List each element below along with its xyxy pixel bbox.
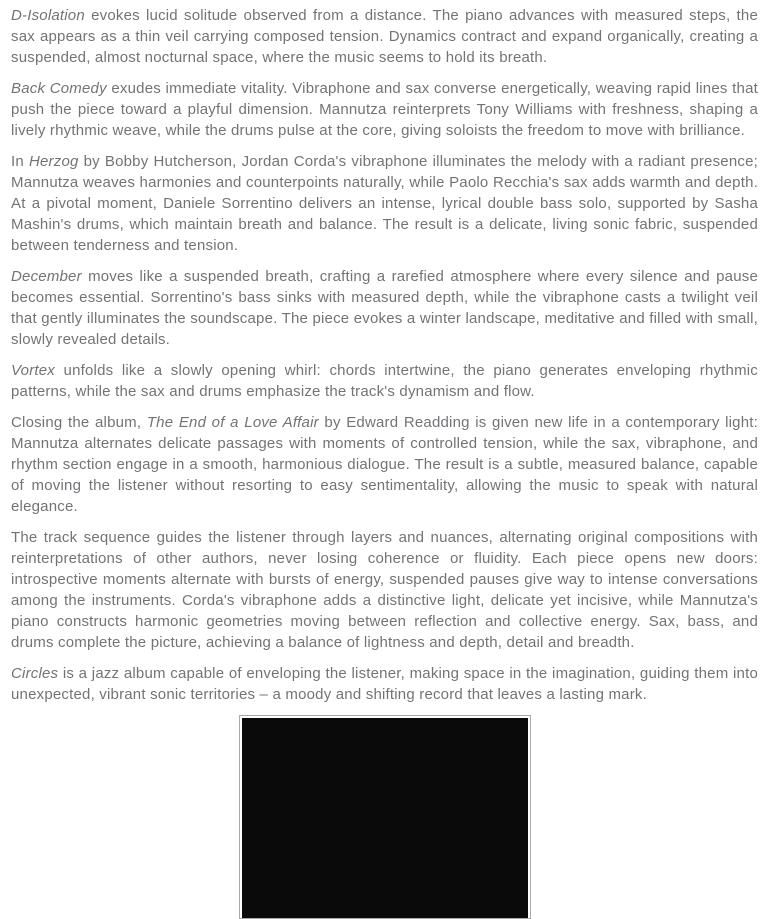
- paragraph: [11, 78, 758, 141]
- paragraph-text: Closing the album,: [11, 414, 147, 431]
- work-title: December: [11, 268, 82, 285]
- work-title: Back Comedy: [11, 80, 107, 97]
- embedded-media-container: [11, 715, 758, 919]
- paragraph-text: by Bobby Hutcherson, Jordan Corda's vibraphone illuminates the melody with a radiant presence; Mannutza weaves harmonies and counterpoints naturally, while Paolo Recchia's sax adds warmth and depth. At a pivotal moment, Daniele Sorrentino delivers an intense, lyrical double bass solo, supported by Sasha Mashin's drums, which maintain breath and balance. The result is a delicate, living sonic fabric, suspended between tenderness and tension.: [11, 153, 758, 254]
- paragraph-text: by Edward Readding is given new life in a contemporary light: Mannutza alternates delicate passages with moments of controlled tension, while the sax, vibraphone, and rhythm section engage in a smooth, harmonious dialogue. The result is a subtle, measured balance, capable of moving the listener without resorting to easy sentimentality, allowing the music to speak with natural elegance.: [11, 414, 758, 515]
- paragraph-text: exudes immediate vitality. Vibraphone and sax converse energetically, weaving rapid lines that push the piece toward a playful dimension. Mannutza reinterprets Tony Williams with freshness, shaping a lively rhythmic weave, while the drums pulse at the core, giving soloists the freedom to move with brilliance.: [11, 80, 758, 139]
- paragraph-text: The track sequence guides the listener through layers and nuances, alternating original compositions with reinterpretations of other authors, never losing coherence or fluidity. Each piece opens new doors: introspective moments alternate with bursts of energy, suspended pauses give way to intense conversations among the instruments. Corda's vibraphone adds a distinctive light, delicate yet incisive, while Mannutza's piano constructs harmonic geometries moving between reflection and collective energy. Sax, bass, and drums complete the picture, achieving a balance of lightness and depth, detail and breadth.: [11, 529, 758, 651]
- media-player-screen[interactable]: [242, 718, 528, 918]
- work-title: Circles: [11, 665, 59, 682]
- embedded-media-frame[interactable]: [239, 715, 531, 919]
- paragraph-text: moves like a suspended breath, crafting a rarefied atmosphere where every silence and pause becomes essential. Sorrentino's bass sinks with measured depth, while the vibraphone casts a twilight veil that gently illuminates the soundscape. The piece evokes a winter landscape, meditative and filled with small, slowly revealed details.: [11, 268, 758, 348]
- paragraph: [11, 266, 758, 350]
- paragraph-text: is a jazz album capable of enveloping the listener, making space in the imagination, guiding them into unexpected, vibrant sonic territories – a moody and shifting record that leaves a lasting mark.: [11, 665, 758, 703]
- paragraph-text: In: [11, 153, 29, 170]
- work-title: The End of a Love Affair: [146, 414, 319, 431]
- paragraph: [11, 527, 758, 653]
- paragraph-text: unfolds like a slowly opening whirl: chords intertwine, the piano generates enveloping rhythmic patterns, while the sax and drums emphasize the track's dynamism and flow.: [11, 362, 758, 400]
- paragraph: [11, 412, 758, 517]
- work-title: D-Isolation: [11, 7, 85, 24]
- paragraph: [11, 151, 758, 256]
- paragraph: [11, 360, 758, 402]
- work-title: Vortex: [11, 362, 55, 379]
- paragraph: [11, 663, 758, 705]
- paragraph: [11, 5, 758, 68]
- work-title: Herzog: [28, 153, 79, 170]
- paragraph-text: evokes lucid solitude observed from a distance. The piano advances with measured steps, the sax appears as a thin veil carrying composed tension. Dynamics contract and expand organically, creating a suspended, almost nocturnal space, where the music seems to hold its breath.: [11, 7, 758, 66]
- article-body: [11, 5, 758, 705]
